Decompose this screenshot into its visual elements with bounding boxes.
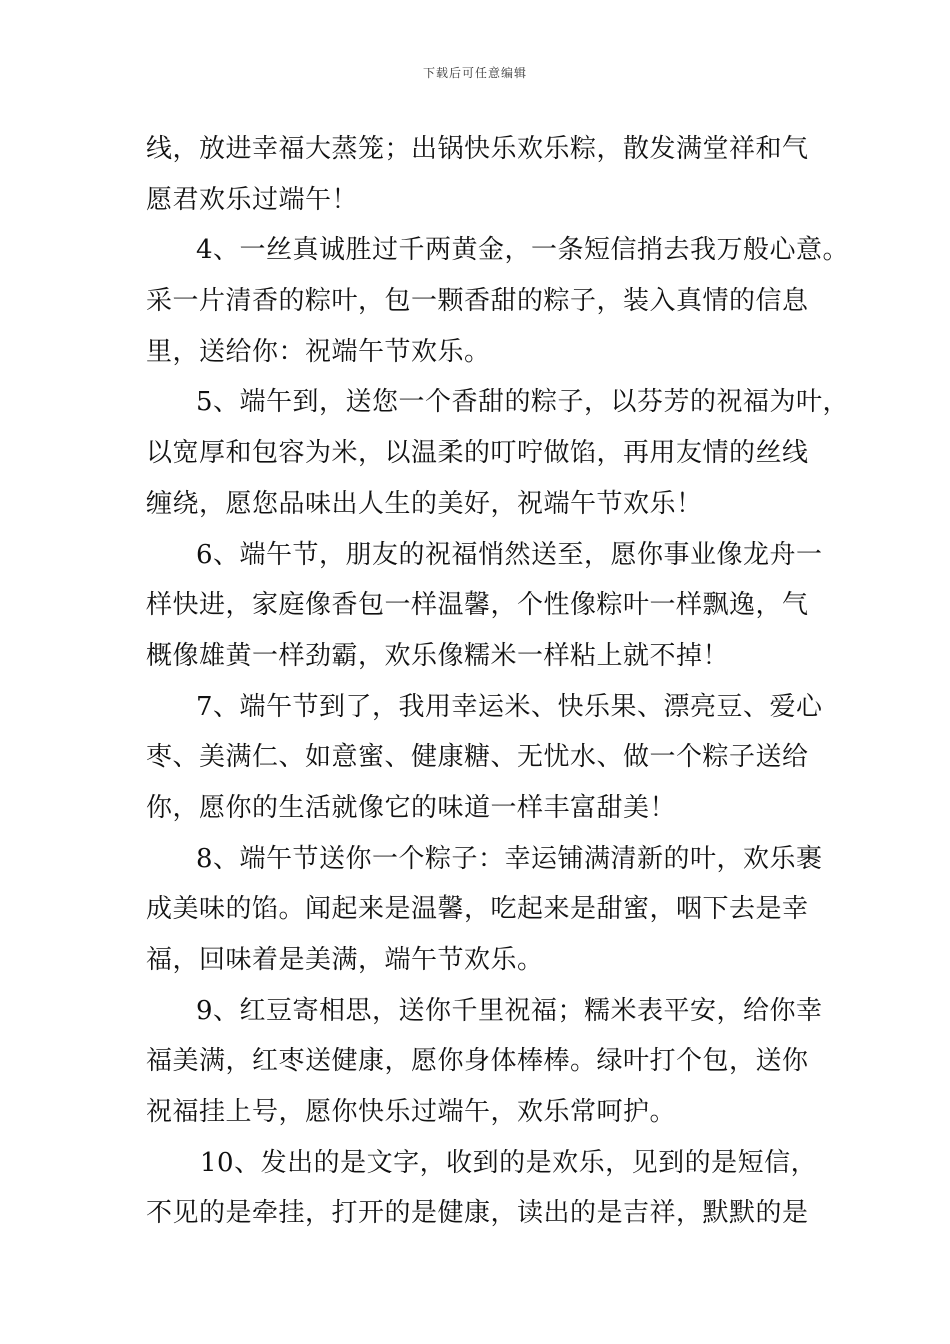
text-line: 枣、美满仁、如意蜜、健康糖、无忧水、做一个粽子送给 [146,742,809,773]
text-line: 线，放进幸福大蒸笼；出锅快乐欢乐粽，散发满堂祥和气 [146,134,809,164]
page-header: 下载后可任意编辑 [422,66,527,80]
text-line: 祝福挂上号，愿你快乐过端午，欢乐常呵护。 [146,1097,677,1128]
text-line: 样快进，家庭像香包一样温馨，个性像粽叶一样飘逸，气 [146,590,809,621]
text-line: 里，送给你：祝端午节欢乐。 [146,336,491,367]
text-line: 你，愿你的生活就像它的味道一样丰富甜美！ [146,792,677,823]
text-line: 愿君欢乐过端午！ [146,184,359,215]
text-line: 4、一丝真诚胜过千两黄金，一条短信捎去我万般心意。 [196,235,850,266]
text-line: 8、端午节送你一个粽子：幸运铺满清新的叶，欢乐裹 [196,843,823,874]
text-line: 6、端午节，朋友的祝福悄然送至，愿你事业像龙舟一 [196,539,823,570]
document-body [146,124,850,1239]
text-line: 采一片清香的粽叶，包一颗香甜的粽子，装入真情的信息 [146,286,809,317]
text-line: 10、发出的是文字，收到的是欢乐，见到的是短信， [200,1147,818,1178]
text-line: 福美满，红枣送健康，愿你身体棒棒。绿叶打个包，送你 [146,1046,809,1077]
text-line: 概像雄黄一样劲霸，欢乐像糯米一样粘上就不掉！ [146,640,730,671]
text-line: 5、端午到，送您一个香甜的粽子，以芬芳的祝福为叶， [196,387,850,418]
text-line: 9、红豆寄相思，送你千里祝福；糯米表平安，给你幸 [196,995,823,1026]
text-line: 不见的是牵挂，打开的是健康，读出的是吉祥，默默的是 [146,1198,809,1229]
text-line: 缠绕，愿您品味出人生的美好，祝端午节欢乐！ [146,488,703,519]
text-line: 福，回味着是美满，端午节欢乐。 [146,945,544,975]
text-line: 以宽厚和包容为米，以温柔的叮咛做馅，再用友情的丝线 [146,438,809,469]
text-line: 成美味的馅。闻起来是温馨，吃起来是甜蜜，咽下去是幸 [146,894,809,925]
text-line: 7、端午节到了，我用幸运米、快乐果、漂亮豆、爱心 [196,691,823,722]
